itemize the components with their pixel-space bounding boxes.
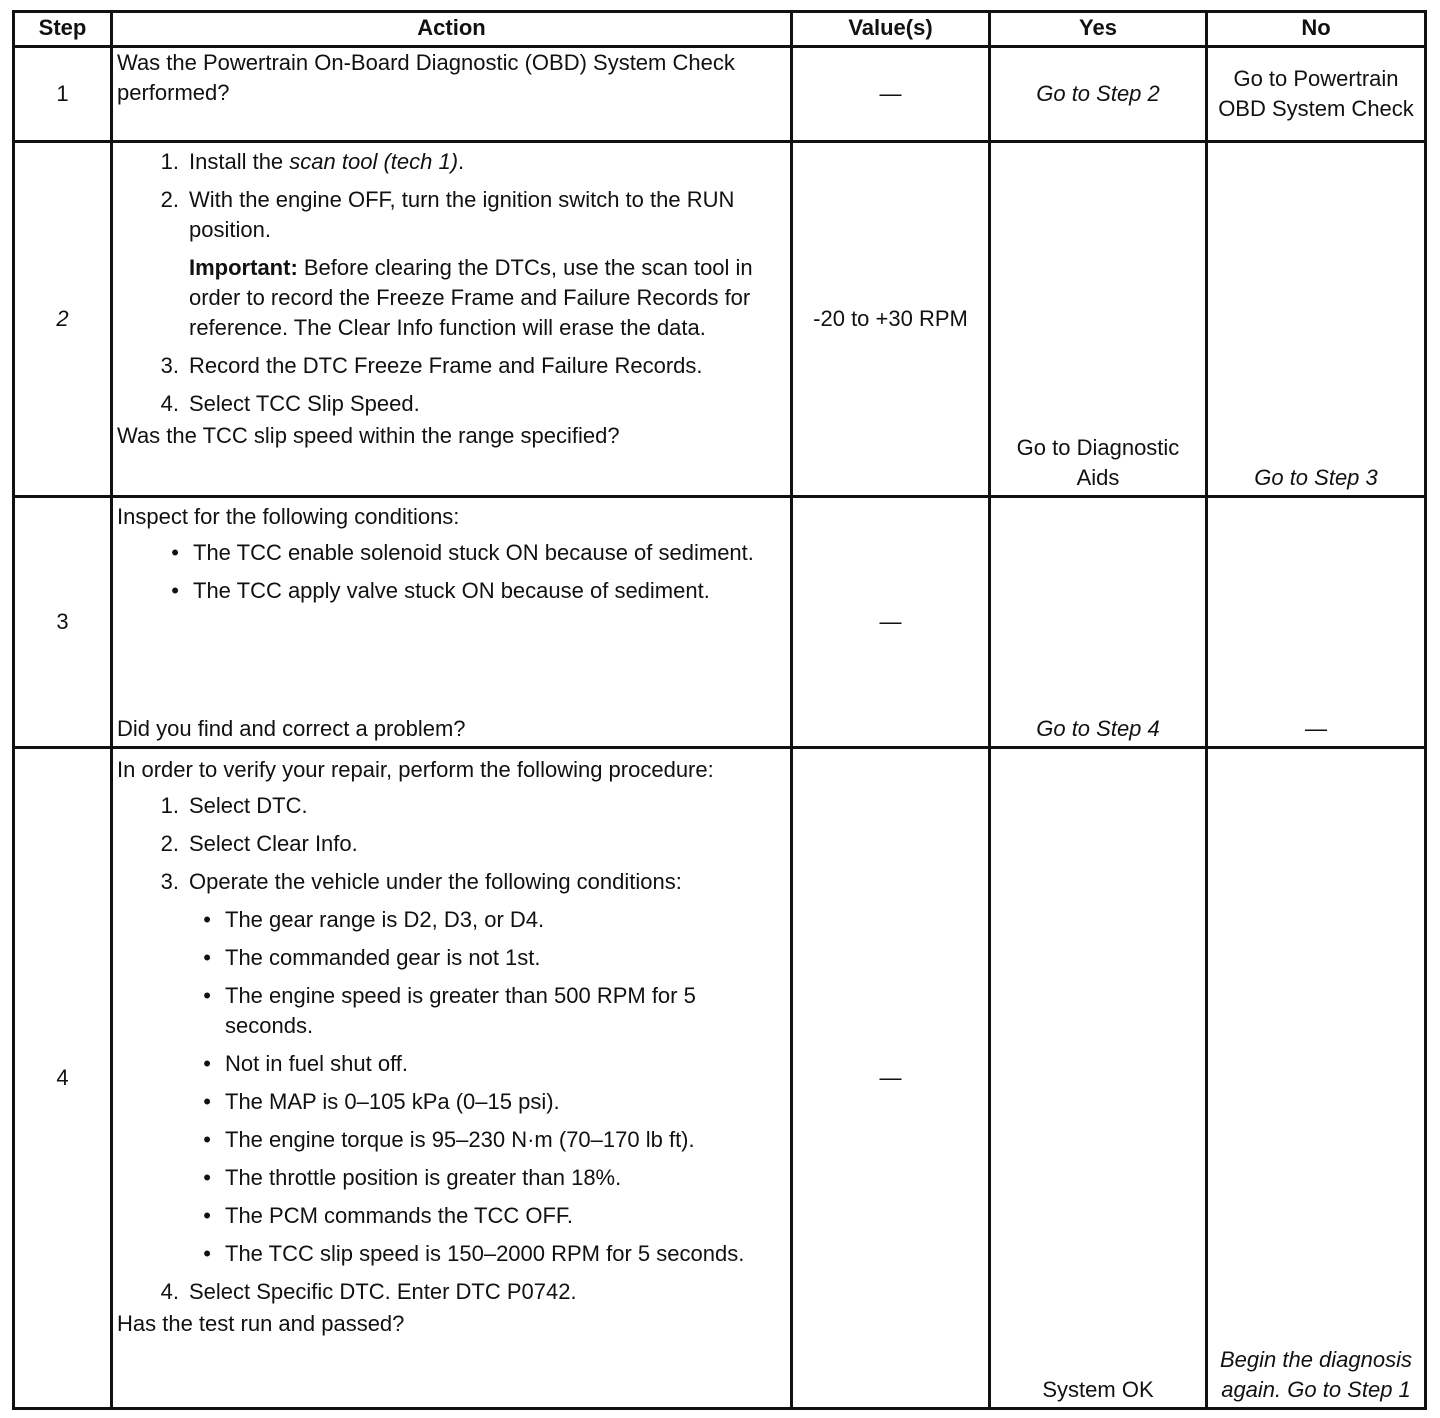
question-text: Did you find and correct a problem? xyxy=(117,716,466,741)
item-number: 2. xyxy=(160,187,179,212)
item-text: Operate the vehicle under the following conditions: xyxy=(189,869,682,894)
procedure-list-continued xyxy=(117,351,784,419)
item-text: Select DTC. xyxy=(189,793,308,818)
item-number: 2. xyxy=(160,831,179,856)
item-text: The PCM commands the TCC OFF. xyxy=(225,1203,574,1228)
list-item xyxy=(117,351,784,381)
header-row xyxy=(14,12,1426,47)
header-step: Step xyxy=(14,12,112,47)
list-item xyxy=(117,1049,784,1079)
bullet-icon: • xyxy=(203,1203,211,1228)
item-number: 3. xyxy=(160,869,179,894)
important-note xyxy=(179,253,784,343)
list-item xyxy=(117,1163,784,1193)
item-text: The TCC enable solenoid stuck ON because of sediment. xyxy=(193,540,754,565)
action-cell xyxy=(112,142,792,497)
list-item xyxy=(117,905,784,935)
item-number: 4. xyxy=(160,1279,179,1304)
value-cell: — xyxy=(792,748,990,1409)
item-text: Install the xyxy=(189,149,290,174)
procedure-list-continued xyxy=(117,1277,784,1307)
important-text: Before clearing the DTCs, use the scan tool in order to record the Freeze Frame and Failure Records for reference. The Clear Info function will erase the data. xyxy=(189,255,753,340)
item-text-end: . xyxy=(458,149,465,174)
item-text: Select Clear Info. xyxy=(189,831,358,856)
no-link[interactable]: Go to Step 3 xyxy=(1207,142,1426,497)
list-item xyxy=(117,791,784,821)
bullet-icon: • xyxy=(203,1241,211,1266)
list-item xyxy=(117,1277,784,1307)
item-text: The TCC apply valve stuck ON because of sediment. xyxy=(193,578,710,603)
item-number: 4. xyxy=(160,391,179,416)
item-text: With the engine OFF, turn the ignition switch to the RUN position. xyxy=(189,187,735,242)
list-item xyxy=(117,867,784,897)
bullet-icon: • xyxy=(171,578,179,603)
item-text: The TCC slip speed is 150–2000 RPM for 5 seconds. xyxy=(225,1241,745,1266)
table-row-step-1 xyxy=(14,47,1426,142)
step-number: 1 xyxy=(14,47,112,142)
header-action: Action xyxy=(112,12,792,47)
header-yes: Yes xyxy=(990,12,1207,47)
yes-link[interactable]: System OK xyxy=(990,748,1207,1409)
action-cell xyxy=(112,748,792,1409)
table-row-step-3 xyxy=(14,497,1426,748)
bullet-icon: • xyxy=(203,907,211,932)
yes-link[interactable]: Go to Diagnostic Aids xyxy=(990,142,1207,497)
header-no: No xyxy=(1207,12,1426,47)
value-cell: — xyxy=(792,497,990,748)
list-item xyxy=(117,1201,784,1231)
step-number: 2 xyxy=(14,142,112,497)
list-item xyxy=(117,981,784,1041)
condition-list xyxy=(117,905,784,1269)
list-item xyxy=(117,1087,784,1117)
action-cell xyxy=(112,497,792,748)
list-item xyxy=(117,1125,784,1155)
no-link[interactable]: Begin the diagnosis again. Go to Step 1 xyxy=(1207,748,1426,1409)
bullet-icon: • xyxy=(203,945,211,970)
lead-text: Inspect for the following conditions: xyxy=(117,504,460,529)
header-values: Value(s) xyxy=(792,12,990,47)
procedure-list xyxy=(117,791,784,897)
table-row-step-2 xyxy=(14,142,1426,497)
bullet-icon: • xyxy=(203,1165,211,1190)
value-cell: -20 to +30 RPM xyxy=(792,142,990,497)
yes-link[interactable]: Go to Step 4 xyxy=(990,497,1207,748)
step-number: 4 xyxy=(14,748,112,1409)
list-item xyxy=(117,147,784,177)
no-link: — xyxy=(1207,497,1426,748)
item-text: The engine torque is 95–230 N·m (70–170 lb ft). xyxy=(225,1127,695,1152)
list-item xyxy=(117,1239,784,1269)
item-text: The commanded gear is not 1st. xyxy=(225,945,541,970)
bullet-icon: • xyxy=(203,1127,211,1152)
list-item xyxy=(117,185,784,245)
no-link[interactable]: Go to Powertrain OBD System Check xyxy=(1207,47,1426,142)
item-text: Not in fuel shut off. xyxy=(225,1051,409,1076)
action-text: Was the Powertrain On-Board Diagnostic (OBD) System Check performed? xyxy=(112,47,792,142)
list-item xyxy=(117,389,784,419)
item-text: Select Specific DTC. Enter DTC P0742. xyxy=(189,1279,577,1304)
bullet-icon: • xyxy=(203,1089,211,1114)
bullet-icon: • xyxy=(203,983,211,1008)
item-emphasis: scan tool (tech 1) xyxy=(289,149,459,174)
question-text: Has the test run and passed? xyxy=(117,1311,405,1336)
diagnostic-table xyxy=(12,10,1427,1410)
bullet-icon: • xyxy=(203,1051,211,1076)
procedure-list xyxy=(117,147,784,245)
item-text: Select TCC Slip Speed. xyxy=(189,391,420,416)
item-text: The MAP is 0–105 kPa (0–15 psi). xyxy=(225,1089,560,1114)
important-label: Important: xyxy=(189,255,298,280)
yes-link[interactable]: Go to Step 2 xyxy=(990,47,1207,142)
item-text: The gear range is D2, D3, or D4. xyxy=(225,907,545,932)
value-cell: — xyxy=(792,47,990,142)
step-number: 3 xyxy=(14,497,112,748)
item-number: 3. xyxy=(160,353,179,378)
list-item xyxy=(117,943,784,973)
lead-text: In order to verify your repair, perform the following procedure: xyxy=(117,757,714,782)
table-row-step-4 xyxy=(14,748,1426,1409)
condition-list xyxy=(117,538,784,606)
item-text: Record the DTC Freeze Frame and Failure Records. xyxy=(189,353,703,378)
list-item xyxy=(117,576,784,606)
item-number: 1. xyxy=(160,149,179,174)
list-item xyxy=(117,829,784,859)
item-number: 1. xyxy=(160,793,179,818)
item-text: The throttle position is greater than 18%. xyxy=(225,1165,622,1190)
question-text: Was the TCC slip speed within the range specified? xyxy=(117,423,620,448)
list-item xyxy=(117,538,784,568)
bullet-icon: • xyxy=(171,540,179,565)
item-text: The engine speed is greater than 500 RPM for 5 seconds. xyxy=(225,983,696,1038)
